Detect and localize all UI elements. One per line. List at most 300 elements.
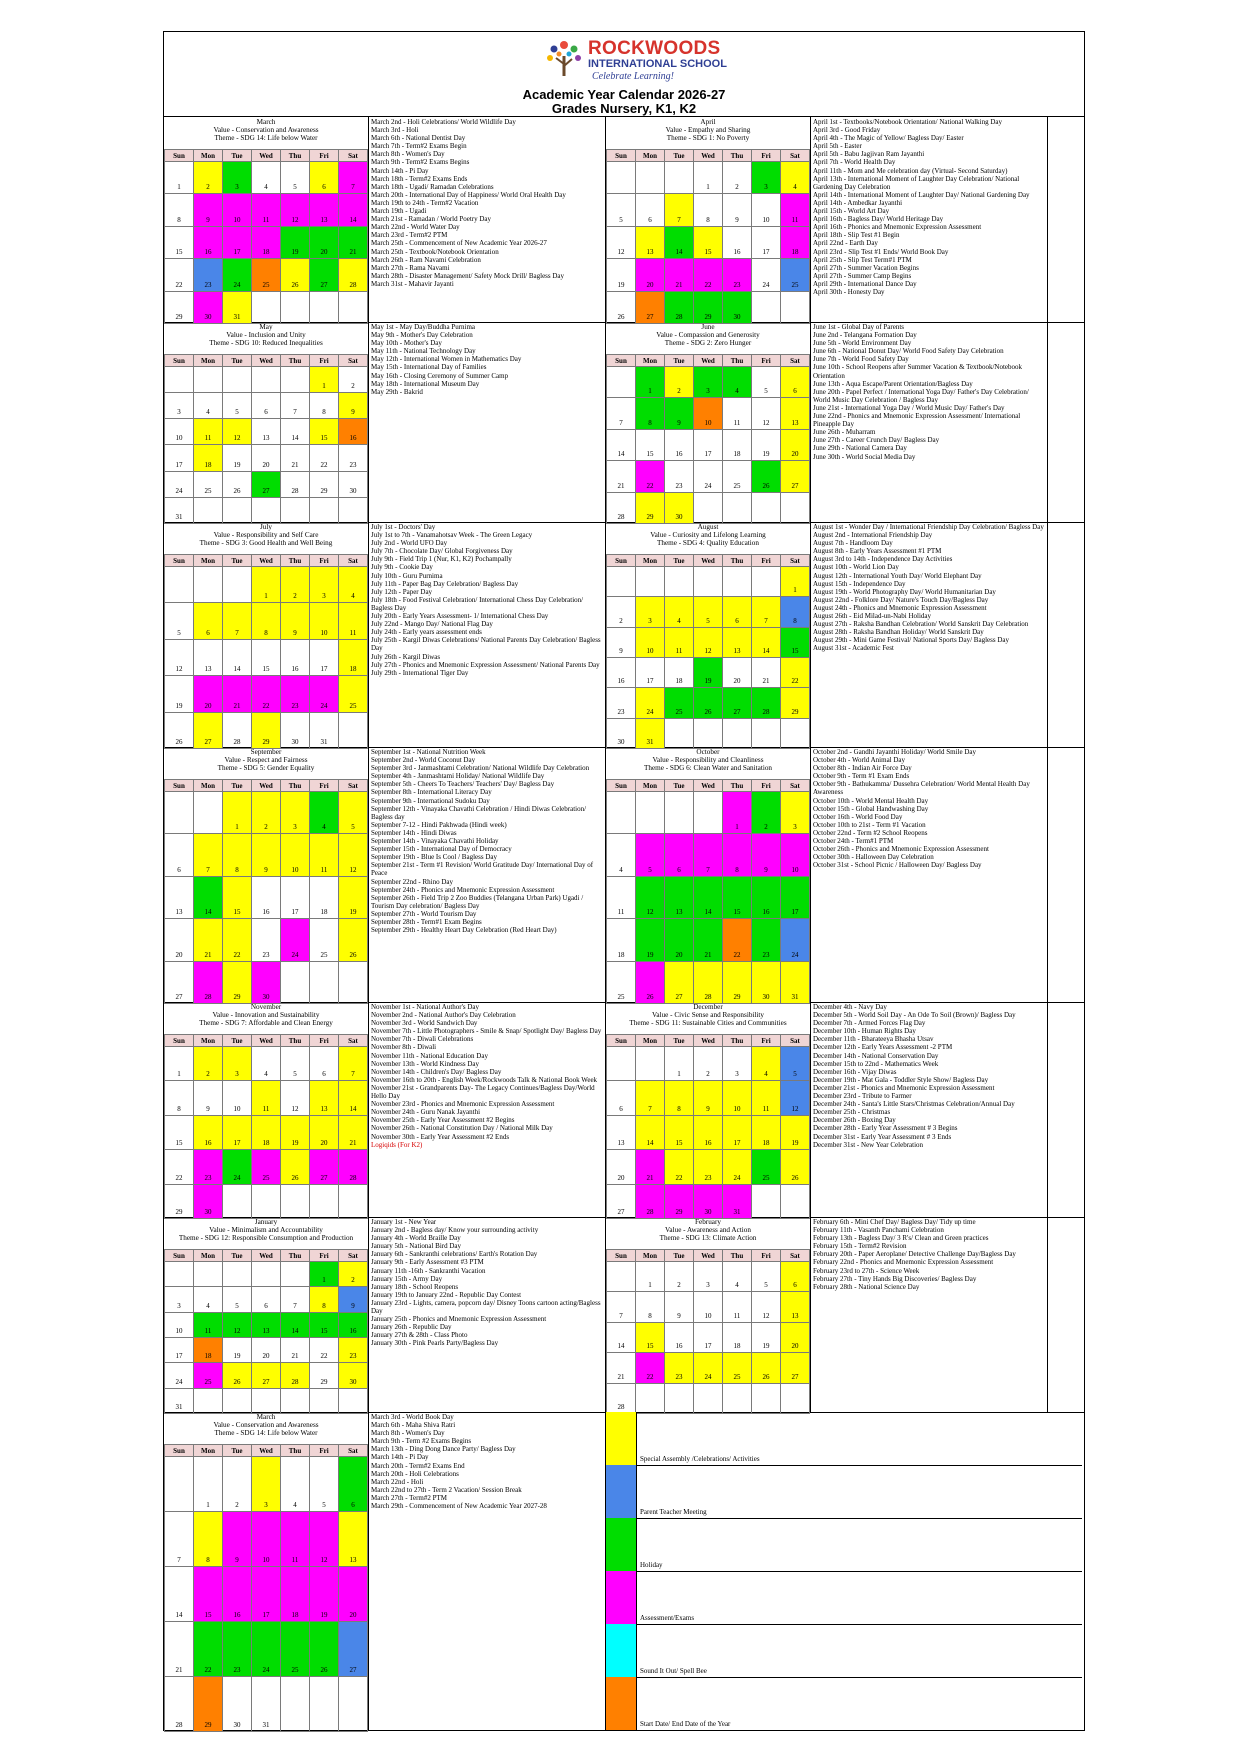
day-cell: 4 [339, 567, 368, 603]
day-cell: 23 [339, 1337, 368, 1362]
day-cell: 30 [694, 1184, 723, 1218]
event-item: August 27th - Raksha Bandhan Celebration/ World Sanskrit Day Celebration [813, 620, 1029, 629]
event-item: March 2nd - Holi Celebrations/ World Wildlife Day [371, 118, 516, 126]
event-item: September 24th - Phonics and Mnemonic Expression Assessment [371, 885, 555, 894]
day-cell: 10 [223, 194, 252, 226]
weekday-header: Mon [194, 555, 223, 567]
week-row [607, 162, 810, 194]
day-cell: 17 [752, 226, 781, 258]
weekday-header: Thu [723, 1035, 752, 1047]
day-cell: 25 [665, 688, 694, 718]
weekday-header: Fri [310, 1035, 339, 1047]
event-item: January 2nd - Bagless day/ Know your surrounding activity [371, 1226, 539, 1235]
month-name: July [260, 523, 272, 531]
day-cell: 17 [281, 876, 310, 918]
event-item: October 9th - Term #1 Exam Ends [813, 772, 910, 781]
day-cell: 31 [310, 712, 339, 748]
weekday-header: Mon [194, 1250, 223, 1262]
day-cell: 25 [781, 259, 810, 291]
day-cell: 22 [165, 259, 194, 291]
weekday-header: Tue [665, 555, 694, 567]
event-item: August 2nd - International Friendship Day [813, 531, 933, 540]
day-cell: 13 [310, 1081, 339, 1115]
month-grid [606, 554, 810, 749]
day-cell: 25 [310, 919, 339, 961]
day-cell [694, 492, 723, 523]
day-cell [165, 792, 194, 834]
day-cell: 25 [723, 1353, 752, 1383]
month-theme: Theme - SDG 5: Gender Equality [217, 764, 315, 772]
day-cell: 15 [694, 226, 723, 258]
day-cell: 21 [281, 1337, 310, 1362]
day-cell: 10 [781, 834, 810, 876]
weekday-header: Thu [281, 355, 310, 367]
day-cell: 14 [752, 627, 781, 657]
day-cell: 18 [752, 1115, 781, 1149]
day-cell: 18 [194, 1337, 223, 1362]
day-cell: 17 [636, 657, 665, 687]
day-cell: 1 [310, 367, 339, 393]
event-item: December 21st - Phonics and Mnemonic Expression Assessment [813, 1083, 995, 1092]
day-cell: 25 [281, 1622, 310, 1677]
day-cell: 12 [223, 1312, 252, 1337]
event-item: June 21st - International Yoga Day / World Music Day/ Father's Day [813, 403, 1005, 412]
day-cell: 6 [310, 1047, 339, 1081]
legend-item [606, 1571, 1082, 1625]
event-item: May 9th - Mother's Day Celebration [371, 331, 473, 340]
weekday-header: Wed [694, 780, 723, 792]
event-item: May 10th - Mother's Day [371, 339, 442, 348]
week-row [607, 398, 810, 429]
school-name-line2: INTERNATIONAL SCHOOL [588, 58, 727, 70]
weekday-header: Sun [607, 150, 636, 162]
weekday-header: Thu [723, 355, 752, 367]
event-item: December 31st - Early Year Assessment # 3 Ends [813, 1132, 952, 1141]
day-cell: 10 [752, 194, 781, 226]
event-item: April 14th - Ambedkar Jayanthi [813, 198, 903, 207]
weekday-header: Fri [310, 555, 339, 567]
day-cell: 18 [723, 1322, 752, 1352]
day-cell: 4 [665, 597, 694, 627]
weekday-header: Thu [281, 1035, 310, 1047]
day-cell: 21 [339, 1115, 368, 1149]
day-cell: 17 [694, 1322, 723, 1352]
day-cell: 27 [781, 461, 810, 492]
day-cell: 18 [194, 445, 223, 471]
day-cell: 27 [194, 712, 223, 748]
day-cell: 16 [723, 226, 752, 258]
events-list [368, 1217, 606, 1412]
day-cell: 6 [165, 834, 194, 876]
day-cell: 19 [165, 676, 194, 712]
day-cell: 5 [281, 1047, 310, 1081]
event-item: November 8th - Diwali [371, 1043, 437, 1052]
day-cell: 21 [223, 676, 252, 712]
day-cell: 2 [194, 162, 223, 194]
weekday-header: Wed [252, 1250, 281, 1262]
day-cell: 20 [636, 259, 665, 291]
event-item: November 11th - National Education Day [371, 1051, 488, 1060]
day-cell: 11 [252, 1081, 281, 1115]
day-cell: 31 [165, 1388, 194, 1413]
calendar-row [164, 747, 1084, 1003]
month-grid [164, 149, 368, 324]
day-cell: 22 [694, 259, 723, 291]
day-cell [165, 1262, 194, 1287]
day-cell: 19 [223, 445, 252, 471]
day-cell: 9 [223, 1512, 252, 1567]
legend-swatch [606, 1571, 637, 1624]
week-row [165, 1287, 368, 1312]
event-item: August 24th - Phonics and Mnemonic Expression Assessment [813, 603, 987, 612]
event-item: March 6th - Maha Shiva Ratri [371, 1421, 456, 1430]
day-cell [339, 291, 368, 323]
weekday-header: Sat [781, 1035, 810, 1047]
month-value: Value - Minimalism and Accountability [209, 1226, 323, 1234]
day-cell: 30 [723, 291, 752, 323]
event-item: July 2nd - World UFO Day [371, 539, 448, 548]
day-cell [752, 1184, 781, 1218]
weekday-header: Fri [752, 355, 781, 367]
month-header [164, 117, 368, 149]
day-cell: 20 [607, 1150, 636, 1184]
day-cell: 28 [281, 471, 310, 497]
day-cell: 12 [752, 398, 781, 429]
event-item: November 26th - National Constitution Day / National Milk Day [371, 1124, 553, 1133]
event-item: October 16th - World Food Day [813, 812, 903, 821]
day-cell: 18 [339, 639, 368, 675]
event-item: March 20th - Holi Celebrations [371, 1469, 459, 1478]
event-item: March 22nd to 27th - Term 2 Vacation/ Session Break [371, 1485, 522, 1494]
legend-swatch [606, 1518, 637, 1571]
day-cell: 5 [310, 1457, 339, 1512]
day-cell: 24 [694, 1353, 723, 1383]
week-row [607, 876, 810, 918]
day-cell: 19 [752, 429, 781, 460]
week-row [607, 1353, 810, 1383]
day-cell: 27 [310, 1150, 339, 1184]
weekday-header: Sat [781, 555, 810, 567]
day-cell: 22 [781, 657, 810, 687]
day-cell: 18 [310, 876, 339, 918]
weekday-header: Thu [723, 555, 752, 567]
day-cell: 31 [223, 291, 252, 323]
event-item: July 24th - Early years assessment ends [371, 628, 482, 637]
weekday-header: Fri [310, 780, 339, 792]
event-item: October 24th - Term#1 PTM [813, 837, 894, 846]
day-cell: 15 [165, 1115, 194, 1149]
week-row [165, 1262, 368, 1287]
day-cell: 25 [752, 1150, 781, 1184]
day-cell: 13 [310, 194, 339, 226]
day-cell: 26 [165, 712, 194, 748]
month-theme: Theme - SDG 12: Responsible Consumption and Production [178, 1234, 354, 1242]
events-list [810, 522, 1048, 747]
event-item: November 7th - Diwali Celebrations [371, 1035, 474, 1044]
day-cell: 26 [281, 1150, 310, 1184]
day-cell: 5 [223, 1287, 252, 1312]
event-item: October 8th - Indian Air Force Day [813, 764, 912, 773]
day-cell: 20 [310, 1115, 339, 1149]
month-value: Value - Conservation and Awareness [213, 126, 319, 134]
weekday-header: Sun [607, 1250, 636, 1262]
day-cell: 2 [752, 792, 781, 834]
day-cell: 7 [223, 603, 252, 639]
day-cell: 15 [636, 429, 665, 460]
day-cell: 20 [194, 676, 223, 712]
event-item: January 27th & 28th - Class Photo [371, 1331, 468, 1340]
weekday-header: Tue [223, 555, 252, 567]
day-cell: 16 [281, 639, 310, 675]
event-item: December 31st - New Year Celebration [813, 1140, 924, 1149]
day-cell: 31 [781, 961, 810, 1003]
day-cell: 2 [339, 367, 368, 393]
day-cell: 18 [665, 657, 694, 687]
weekday-header: Fri [310, 1445, 339, 1457]
weekday-header: Sat [339, 355, 368, 367]
event-item: September 12th - Vinayaka Chavathi Celebration / Hindi Diwas Celebration/ Bagless day [371, 804, 587, 821]
event-item: April 30th - Honesty Day [813, 287, 885, 296]
weekday-header: Sun [165, 1445, 194, 1457]
events-list [368, 747, 606, 1002]
weekday-header: Sun [165, 1035, 194, 1047]
events-list [368, 117, 606, 322]
day-cell [636, 1383, 665, 1413]
day-cell [194, 1388, 223, 1413]
day-cell: 18 [723, 429, 752, 460]
month-name: May [259, 323, 273, 331]
day-cell: 22 [310, 1337, 339, 1362]
day-cell: 3 [694, 1262, 723, 1292]
event-item: May 15th - International Day of Families [371, 363, 487, 372]
day-cell: 10 [281, 834, 310, 876]
event-item: April 22nd - Earth Day [813, 239, 878, 248]
month-value: Value - Inclusion and Unity [226, 331, 306, 339]
events-list [810, 747, 1048, 1002]
event-item: March 9th - Term#2 Exams Begins [371, 158, 470, 167]
event-item: August 26th - Eid Milad-un-Nabi Holiday [813, 612, 932, 621]
day-cell: 7 [607, 1292, 636, 1322]
event-item: March 14th - Pi Day [371, 1453, 429, 1462]
month-theme: Theme - SDG 6: Clean Water and Sanitation [643, 764, 773, 772]
legend-label: Parent Teacher Meeting [640, 1508, 707, 1516]
month-name: June [701, 323, 715, 331]
day-cell: 11 [781, 194, 810, 226]
month-block-october [606, 747, 1048, 1002]
day-cell: 29 [223, 961, 252, 1003]
event-item: April 18th - Slip Test #1 Begin [813, 231, 900, 240]
weekday-header: Thu [281, 150, 310, 162]
week-row [165, 1512, 368, 1567]
day-cell: 1 [165, 1047, 194, 1081]
day-cell [607, 367, 636, 398]
day-cell: 21 [165, 1622, 194, 1677]
day-cell: 6 [781, 1262, 810, 1292]
month-grid [164, 554, 368, 749]
weekday-header: Wed [694, 555, 723, 567]
weekday-header: Mon [636, 555, 665, 567]
event-item: July 7th - Chocolate Day/ Global Forgiveness Day [371, 547, 513, 556]
day-cell: 7 [694, 834, 723, 876]
day-cell: 17 [694, 429, 723, 460]
day-cell: 24 [223, 1150, 252, 1184]
weekday-header: Thu [723, 150, 752, 162]
day-cell: 21 [607, 461, 636, 492]
week-row [165, 471, 368, 497]
day-cell [165, 367, 194, 393]
day-cell: 15 [310, 419, 339, 445]
day-cell: 2 [281, 567, 310, 603]
day-cell: 24 [723, 1150, 752, 1184]
day-cell: 9 [194, 194, 223, 226]
day-cell: 4 [252, 1047, 281, 1081]
weekday-header: Thu [281, 780, 310, 792]
day-cell [665, 718, 694, 748]
day-cell: 28 [607, 1383, 636, 1413]
weekday-header: Tue [665, 150, 694, 162]
day-cell: 2 [607, 597, 636, 627]
week-row [165, 291, 368, 323]
month-value: Value - Respect and Fairness [224, 756, 308, 764]
day-cell: 2 [665, 1262, 694, 1292]
month-grid [164, 1444, 368, 1732]
day-cell: 19 [281, 226, 310, 258]
event-item: December 23rd - Tribute to Farmer [813, 1092, 912, 1101]
day-cell: 13 [607, 1115, 636, 1149]
day-cell: 25 [723, 461, 752, 492]
day-cell: 9 [339, 1287, 368, 1312]
day-cell: 23 [694, 1150, 723, 1184]
week-row [165, 1388, 368, 1413]
event-item: March 18th - Term#2 Exams Ends [371, 174, 468, 183]
day-cell: 8 [636, 398, 665, 429]
week-row [607, 961, 810, 1003]
week-row [607, 567, 810, 597]
day-cell: 15 [781, 627, 810, 657]
month-value: Value - Civic Sense and Responsibility [652, 1011, 764, 1019]
week-row [165, 445, 368, 471]
calendar-row [164, 522, 1084, 748]
month-grid [606, 779, 810, 1004]
week-row [607, 657, 810, 687]
event-item: July 22nd - Mango Day/ National Flag Day [371, 620, 493, 629]
day-cell [694, 792, 723, 834]
week-row [165, 1081, 368, 1115]
day-cell: 27 [607, 1184, 636, 1218]
day-cell: 28 [694, 961, 723, 1003]
day-cell: 5 [607, 194, 636, 226]
day-cell: 29 [723, 961, 752, 1003]
week-row [607, 194, 810, 226]
day-cell: 9 [252, 834, 281, 876]
event-item: March 20th - Term#2 Exams End [371, 1461, 465, 1470]
day-cell: 26 [781, 1150, 810, 1184]
week-row [607, 597, 810, 627]
weekday-header: Wed [694, 150, 723, 162]
day-cell: 27 [665, 961, 694, 1003]
day-cell [281, 1388, 310, 1413]
event-item: July 25th - Kargil Diwas Celebrations/ National Parents Day Celebration/ Bagless Day [371, 636, 601, 653]
month-block-july [164, 522, 606, 747]
day-cell [781, 1383, 810, 1413]
month-name: March [256, 1413, 276, 1421]
day-cell: 10 [636, 627, 665, 657]
event-item: March 31st - Mahavir Jayanti [371, 279, 454, 288]
weekday-header: Thu [281, 1250, 310, 1262]
event-item: December 16th - Vijay Diwas [813, 1067, 897, 1076]
weekday-header: Mon [636, 1250, 665, 1262]
day-cell: 25 [194, 471, 223, 497]
day-cell: 13 [165, 876, 194, 918]
week-row [607, 627, 810, 657]
event-item: April 15th - World Art Day [813, 207, 890, 216]
month-grid [164, 354, 368, 524]
month-header [606, 322, 810, 354]
day-cell: 29 [781, 688, 810, 718]
event-item: September 4th - Janmashtami Holiday/ National Wildlife Day [371, 772, 545, 781]
event-item: January 9th - Early Assessment #3 PTM [371, 1258, 484, 1267]
day-cell: 1 [694, 162, 723, 194]
day-cell [281, 367, 310, 393]
week-row [607, 1184, 810, 1218]
event-item: April 3rd - Good Friday [813, 126, 881, 135]
day-cell [310, 497, 339, 523]
event-item: September 29th - Healthy Heart Day Celebration (Red Heart Day) [371, 926, 557, 935]
day-cell: 3 [694, 367, 723, 398]
event-item: March 25th - Textbook/Notebook Orientation [371, 247, 499, 256]
school-logo [542, 36, 742, 82]
event-item: February 13th - Bagless Day/ 3 R's/ Clean and Green practices [813, 1234, 989, 1243]
event-item: March 8th - Women's Day [371, 1429, 445, 1438]
weekday-header: Wed [252, 555, 281, 567]
event-item: April 7th - World Health Day [813, 158, 896, 167]
day-cell: 1 [194, 1457, 223, 1512]
day-cell: 10 [723, 1081, 752, 1115]
day-cell: 15 [223, 876, 252, 918]
event-item: March 23rd - Term#2 PTM [371, 231, 448, 240]
calendar-subtitle: Grades Nursery, K1, K2 [551, 101, 697, 116]
day-cell: 28 [636, 1184, 665, 1218]
day-cell: 22 [194, 1622, 223, 1677]
month-block-august [606, 522, 1048, 747]
week-row [165, 603, 368, 639]
event-item: April 5th - Easter [813, 142, 862, 151]
week-row [607, 1262, 810, 1292]
day-cell [636, 1047, 665, 1081]
weekday-header: Thu [281, 1445, 310, 1457]
day-cell [665, 162, 694, 194]
event-item: January 25th - Phonics and Mnemonic Expression Assessment [371, 1315, 547, 1324]
day-cell: 2 [252, 792, 281, 834]
day-cell [752, 492, 781, 523]
weekday-header: Tue [223, 780, 252, 792]
day-cell [694, 1383, 723, 1413]
event-item: July 27th - Phonics and Mnemonic Expression Assessment/ National Parents Day [371, 660, 600, 669]
day-cell: 3 [636, 597, 665, 627]
event-item: November 16th to 20th - English Week/Rockwoods Talk & National Book Week [371, 1075, 598, 1084]
day-cell: 1 [723, 792, 752, 834]
day-cell [665, 1383, 694, 1413]
month-grid [606, 1034, 810, 1219]
event-item: November 1st - National Author's Day [371, 1003, 479, 1011]
day-cell: 3 [223, 1047, 252, 1081]
day-cell: 24 [165, 471, 194, 497]
day-cell [781, 291, 810, 323]
day-cell: 10 [252, 1512, 281, 1567]
weekday-header: Wed [252, 780, 281, 792]
day-cell [339, 712, 368, 748]
month-value: Value - Awareness and Action [665, 1226, 751, 1234]
